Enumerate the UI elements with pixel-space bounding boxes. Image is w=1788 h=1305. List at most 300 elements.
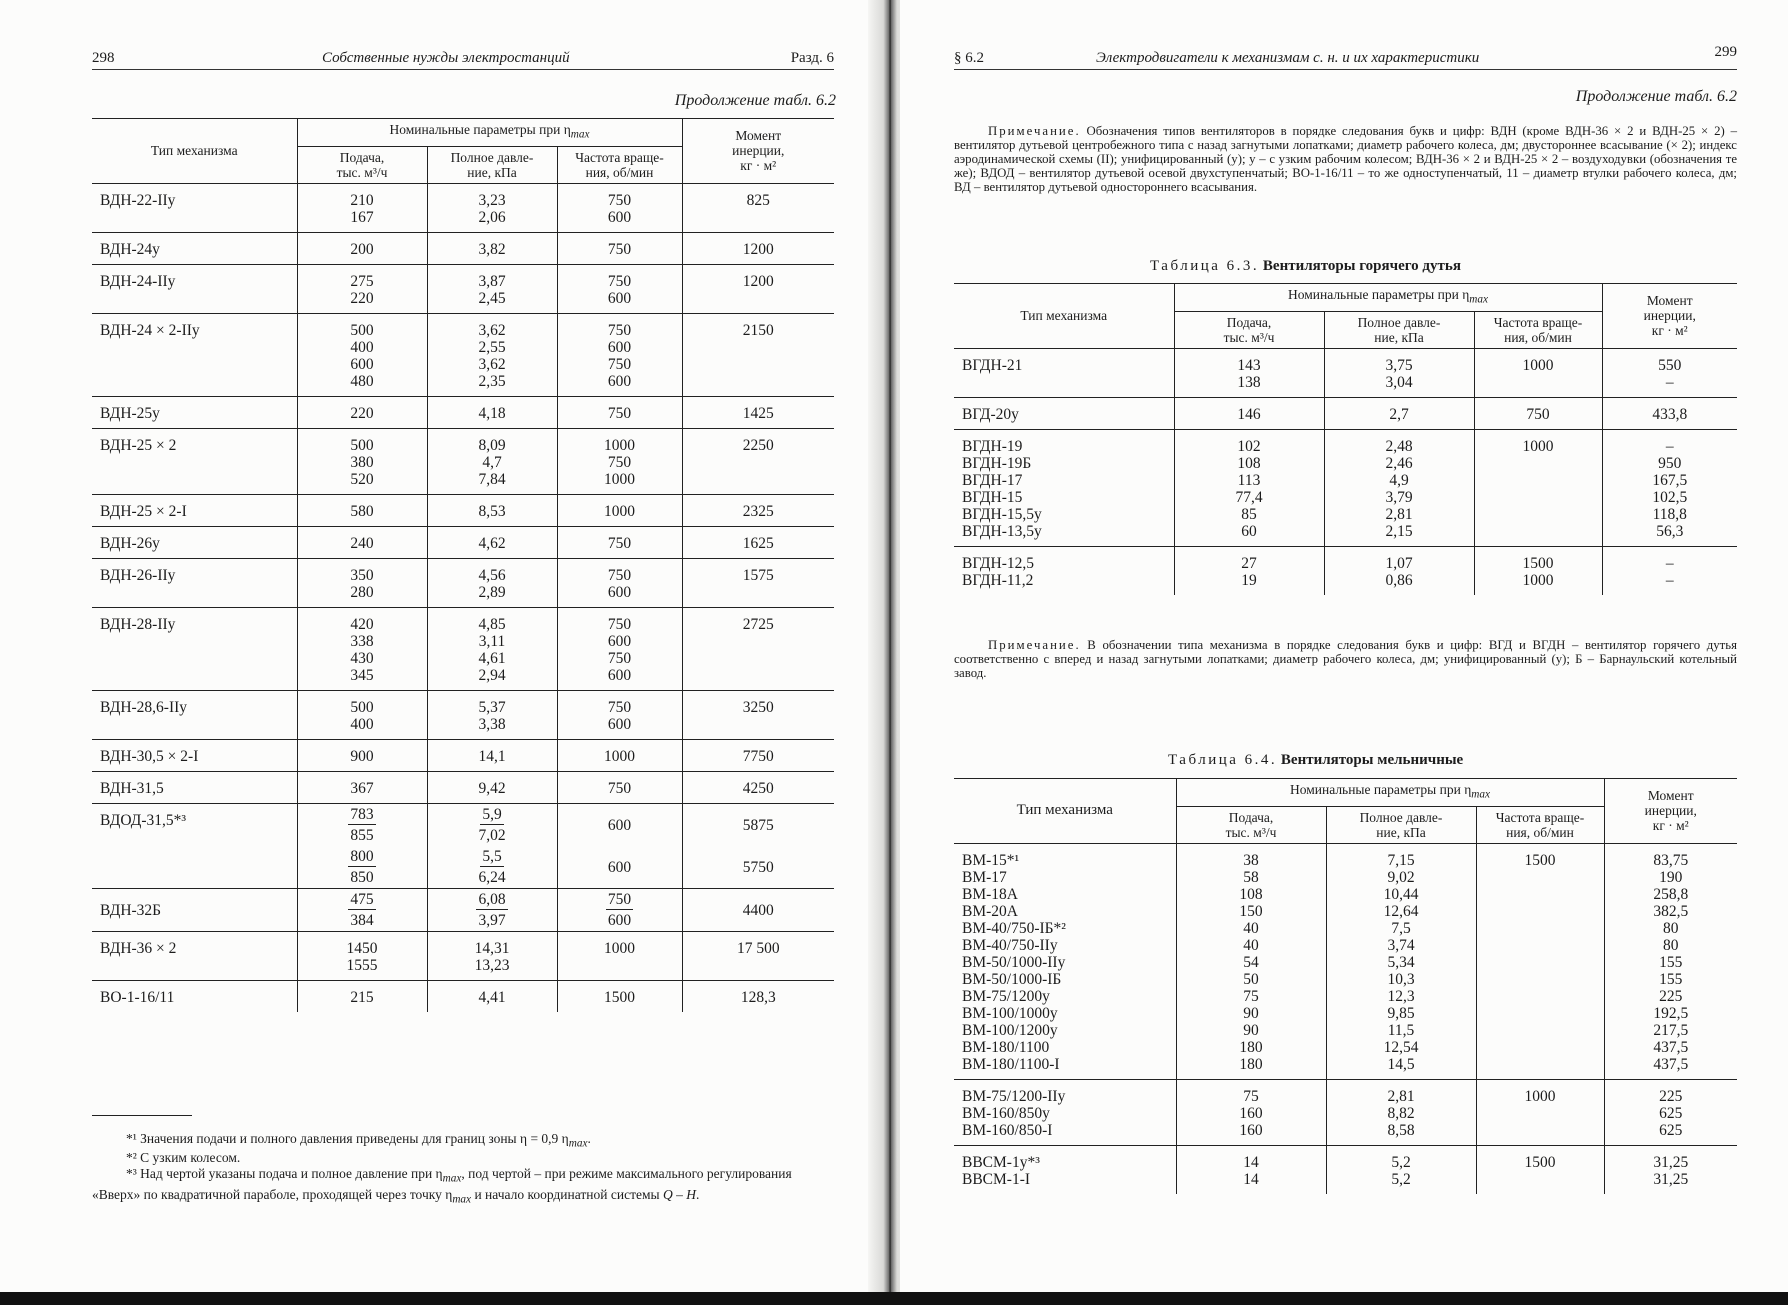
table-6-3-header bbox=[954, 284, 1737, 349]
value-above-line: 5,9 bbox=[482, 805, 502, 823]
inertia-value bbox=[682, 771, 834, 803]
cell-line: 600 bbox=[607, 632, 632, 650]
cell-line: 350 bbox=[350, 566, 374, 584]
cell-line: ВДН-31,5 bbox=[100, 779, 164, 797]
pressure-value bbox=[1326, 843, 1476, 1079]
cell-line: ВМ-17 bbox=[962, 868, 1007, 886]
mechanism-type bbox=[954, 546, 1174, 595]
left-page bbox=[0, 0, 880, 1305]
cell-line: ВВСМ-1у*³ bbox=[962, 1153, 1040, 1171]
cell-line: 146 bbox=[1237, 405, 1261, 423]
cell-line: 40 bbox=[1243, 919, 1259, 937]
value-below-line: 7,02 bbox=[478, 826, 506, 844]
cell-line: 750 bbox=[607, 191, 632, 209]
cell-line: 27 bbox=[1241, 554, 1257, 572]
cell-line: 600 bbox=[607, 583, 632, 601]
cell-line: 600 bbox=[607, 715, 632, 733]
cell-line: 102 bbox=[1237, 437, 1261, 455]
cell-line: ВГДН-15 bbox=[962, 488, 1023, 506]
flow-value bbox=[297, 607, 427, 690]
cell-line: 1000 bbox=[604, 470, 635, 488]
pressure-value bbox=[427, 803, 557, 846]
cell-line: ВМ-40/750-IБ*² bbox=[962, 919, 1066, 937]
cell-line: ВГДН-21 bbox=[962, 356, 1023, 374]
cell-line: 750 bbox=[607, 698, 632, 716]
cell-line: ВДН-36 × 2 bbox=[100, 939, 177, 957]
cell-line: 85 bbox=[1241, 505, 1257, 523]
cell-line: 625 bbox=[1659, 1121, 1683, 1139]
mechanism-type bbox=[92, 313, 297, 396]
flow-value bbox=[297, 428, 427, 494]
cell-line: ВМ-15*¹ bbox=[962, 851, 1020, 869]
cell-line: 600 bbox=[607, 208, 632, 226]
speed-value bbox=[1476, 1079, 1604, 1145]
speed-value bbox=[557, 183, 682, 232]
inertia-value bbox=[682, 739, 834, 771]
cell-line: 4,85 bbox=[478, 615, 506, 633]
cell-line: 430 bbox=[350, 649, 374, 667]
note-2-label: Примечание. bbox=[988, 638, 1081, 652]
flow-value bbox=[297, 264, 427, 313]
cell-line: 220 bbox=[350, 404, 374, 422]
cell-line: ВМ-20А bbox=[962, 902, 1018, 920]
cell-line: 2325 bbox=[742, 502, 774, 520]
cell-line: ВДН-25 × 2-I bbox=[100, 502, 187, 520]
cell-line: 3,82 bbox=[478, 240, 506, 258]
left-page-number: 298 bbox=[92, 50, 115, 66]
cell-line: 225 bbox=[1659, 1087, 1683, 1105]
cell-line: 1000 bbox=[1524, 1087, 1556, 1105]
cell-line: 750 bbox=[607, 453, 632, 471]
cell-line: 3,75 bbox=[1385, 356, 1413, 374]
cell-line: 160 bbox=[1239, 1104, 1263, 1122]
cell-line: ВМ-180/1100-I bbox=[962, 1055, 1060, 1073]
inertia-value bbox=[682, 313, 834, 396]
cell-line: ВМ-100/1000у bbox=[962, 1004, 1058, 1022]
table-6-3-label: Таблица 6.3. bbox=[1150, 258, 1260, 274]
cell-line: 258,8 bbox=[1653, 885, 1689, 903]
note-1-text: Обозначения типов вентиляторов в порядке следования букв и цифр: ВДН (кроме ВДН-36 × 2 и ВДН-25 × 2) – вентилятор дутьевой центробежного типа с назад загнутыми лопатками; диаметр рабочего колеса, дм; двустороннее всасывание (× 2); индекс аэродинамической схемы (II); унифицированный (у); у – с узким рабочим колесом; ВДН-36 × 2 и ВДН-25 × 2 – воздуходувки (обозначения те же); ВДОД – вентилятор дутьевой осевой двухступенчатый; ВО-1-16/11 – то же одноступенчатый, 11 – диаметр втулки рабочего колеса, дм; ВД – вентилятор дутьевой одностороннего всасывания. bbox=[954, 124, 1738, 194]
cell-line: 50 bbox=[1243, 970, 1259, 988]
cell-line: 950 bbox=[1658, 454, 1682, 472]
cell-line: 9,85 bbox=[1387, 1004, 1415, 1022]
flow-value bbox=[297, 558, 427, 607]
cell-line: 400 bbox=[350, 715, 374, 733]
cell-line: – bbox=[1665, 373, 1674, 391]
cell-line: 9,42 bbox=[478, 779, 506, 797]
header-flow: Подача, тыс. м³/ч bbox=[297, 146, 427, 183]
cell-line: 5,37 bbox=[478, 698, 506, 716]
cell-line: 3,79 bbox=[1385, 488, 1413, 506]
cell-line: 7,15 bbox=[1387, 851, 1415, 869]
pressure-value bbox=[427, 771, 557, 803]
cell-line: 2,45 bbox=[478, 289, 506, 307]
left-running-head bbox=[92, 50, 834, 72]
value-below-line: 384 bbox=[350, 911, 374, 929]
cell-line: 750 bbox=[607, 272, 632, 290]
table-row bbox=[92, 428, 834, 494]
cell-line: 1555 bbox=[346, 956, 378, 974]
cell-line: 750 bbox=[607, 355, 632, 373]
flow-value bbox=[1176, 1145, 1326, 1194]
note-2-text: В обозначении типа механизма в порядке следования букв и цифр: ВГД и ВГДН – вентилятор горячего дутья соответственно с вперед и назад загнутыми лопатками; диаметр рабочего колеса, дм; унифицированный (у); Б – Барнаульский котельный завод. bbox=[954, 638, 1737, 680]
pressure-value bbox=[427, 494, 557, 526]
table-row bbox=[92, 558, 834, 607]
right-page-number: 299 bbox=[1714, 44, 1737, 60]
t63-header-type: Тип механизма bbox=[954, 284, 1174, 349]
table-6-2-header bbox=[92, 119, 834, 184]
pressure-value bbox=[427, 183, 557, 232]
table-6-3-caption bbox=[1150, 258, 1461, 275]
cell-line: 433,8 bbox=[1652, 405, 1688, 423]
inertia-value: 5875 bbox=[682, 803, 834, 846]
inertia-value: 5750 bbox=[682, 846, 834, 889]
cell-line: 4,9 bbox=[1389, 471, 1409, 489]
cell-line: 1425 bbox=[742, 404, 774, 422]
cell-line: 180 bbox=[1239, 1055, 1263, 1073]
inertia-value bbox=[682, 183, 834, 232]
table-row bbox=[92, 313, 834, 396]
cell-line: 80 bbox=[1663, 936, 1679, 954]
pressure-value bbox=[1326, 1079, 1476, 1145]
mechanism-type bbox=[92, 980, 297, 1012]
speed-value bbox=[557, 607, 682, 690]
table-6-4-caption bbox=[1168, 752, 1463, 769]
speed-value bbox=[1474, 348, 1602, 397]
cell-line: 1200 bbox=[742, 240, 774, 258]
table-row bbox=[92, 980, 834, 1012]
cell-line: 4,56 bbox=[478, 566, 506, 584]
cell-line: 60 bbox=[1241, 522, 1257, 540]
cell-line: 1200 bbox=[742, 272, 774, 290]
flow-value bbox=[1174, 348, 1324, 397]
inertia-value bbox=[1604, 1079, 1737, 1145]
flow-value bbox=[1174, 429, 1324, 546]
cell-line: 3,74 bbox=[1387, 936, 1415, 954]
cell-line: ВГДН-11,2 bbox=[962, 571, 1034, 589]
cell-line: 1000 bbox=[1522, 437, 1554, 455]
flow-value bbox=[1174, 397, 1324, 429]
table-row bbox=[92, 803, 834, 846]
note-2 bbox=[954, 638, 1737, 680]
mechanism-type bbox=[92, 232, 297, 264]
t64-header-group: Номинальные параметры при $\eta_{max}$ bbox=[1176, 779, 1604, 807]
pressure-value bbox=[1324, 429, 1474, 546]
mechanism-type bbox=[92, 494, 297, 526]
cell-line: 5,2 bbox=[1391, 1153, 1411, 1171]
t63-header-speed: Частота враще- ния, об/мин bbox=[1474, 311, 1602, 348]
flow-value bbox=[1176, 843, 1326, 1079]
cell-line: ВГДН-13,5у bbox=[962, 522, 1042, 540]
speed-value bbox=[557, 494, 682, 526]
cell-line: 275 bbox=[350, 272, 374, 290]
cell-line: 3,38 bbox=[478, 715, 506, 733]
speed-value bbox=[557, 232, 682, 264]
cell-line: 750 bbox=[607, 566, 632, 584]
cell-line: 4,7 bbox=[482, 453, 502, 471]
cell-line: 1500 bbox=[1524, 851, 1556, 869]
cell-line: 1000 bbox=[604, 747, 635, 765]
value-below-line: 850 bbox=[350, 868, 374, 886]
table-row bbox=[954, 429, 1737, 546]
table-row bbox=[92, 739, 834, 771]
cell-line: 167,5 bbox=[1652, 471, 1688, 489]
flow-value bbox=[1174, 546, 1324, 595]
pressure-value bbox=[1326, 1145, 1476, 1194]
value-below-line: 855 bbox=[350, 826, 374, 844]
cell-line: 14,1 bbox=[478, 747, 506, 765]
cell-line: 8,58 bbox=[1387, 1121, 1415, 1139]
cell-line: 14 bbox=[1243, 1153, 1259, 1171]
value-below-line: 600 bbox=[607, 911, 632, 929]
table-row bbox=[92, 888, 834, 931]
cell-line: 600 bbox=[607, 289, 632, 307]
cell-line: 338 bbox=[350, 632, 374, 650]
cell-line: 10,3 bbox=[1387, 970, 1415, 988]
cell-line: 750 bbox=[607, 534, 632, 552]
footnote-3: *³ Над чертой указаны подача и полное давление при $\eta_{max}$, под чертой – при режиме максимального регулирования «Вверх» по квадратичной параболе, проходящей через точку $\eta_{max}$ и начало координатной системы Q – H. bbox=[92, 1166, 792, 1206]
cell-line: 167 bbox=[350, 208, 374, 226]
cell-line: 3,62 bbox=[478, 355, 506, 373]
mechanism-type bbox=[92, 739, 297, 771]
mechanism-type bbox=[954, 429, 1174, 546]
cell-line: ВМ-160/850-I bbox=[962, 1121, 1053, 1139]
right-head-rule bbox=[954, 69, 1737, 70]
cell-line: 2,48 bbox=[1385, 437, 1413, 455]
speed-value bbox=[557, 313, 682, 396]
right-running-head bbox=[954, 44, 1737, 72]
cell-line: 143 bbox=[1237, 356, 1261, 374]
speed-value bbox=[557, 739, 682, 771]
cell-line: 12,64 bbox=[1383, 902, 1419, 920]
cell-line: 102,5 bbox=[1652, 488, 1688, 506]
cell-line: 1000 bbox=[604, 436, 635, 454]
cell-line: 1500 bbox=[604, 988, 635, 1006]
left-running-title: Собственные нужды электростанций bbox=[322, 50, 570, 66]
t64-header-speed: Частота враще- ния, об/мин bbox=[1476, 806, 1604, 843]
cell-line: 600 bbox=[607, 372, 632, 390]
cell-line: 2725 bbox=[742, 615, 774, 633]
speed-value bbox=[557, 771, 682, 803]
inertia-value bbox=[682, 558, 834, 607]
cell-line: 1000 bbox=[1522, 356, 1554, 374]
mechanism-type bbox=[954, 348, 1174, 397]
cell-line: 10,44 bbox=[1383, 885, 1419, 903]
mechanism-type bbox=[92, 931, 297, 980]
cell-line: ВДН-22-IIу bbox=[100, 191, 176, 209]
t63-header-flow: Подача, тыс. м³/ч bbox=[1174, 311, 1324, 348]
note-1 bbox=[954, 124, 1737, 194]
table-6-4-header bbox=[954, 779, 1737, 844]
cell-line: ВМ-50/1000-IБ bbox=[962, 970, 1062, 988]
t63-header-pressure: Полное давле- ние, кПа bbox=[1324, 311, 1474, 348]
cell-line: 750 bbox=[607, 779, 632, 797]
cell-line: 1000 bbox=[604, 939, 635, 957]
mechanism-type bbox=[92, 526, 297, 558]
cell-line: 2,55 bbox=[478, 338, 506, 356]
table-row bbox=[954, 546, 1737, 595]
pressure-value bbox=[427, 739, 557, 771]
cell-line: 280 bbox=[350, 583, 374, 601]
mechanism-type bbox=[954, 1145, 1176, 1194]
cell-line: 400 bbox=[350, 338, 374, 356]
speed-value bbox=[1474, 546, 1602, 595]
inertia-value bbox=[682, 690, 834, 739]
pressure-value bbox=[427, 396, 557, 428]
t64-header-pressure: Полное давле- ние, кПа bbox=[1326, 806, 1476, 843]
value-above-line: 750 bbox=[607, 890, 632, 908]
mechanism-type bbox=[92, 264, 297, 313]
cell-line: 2150 bbox=[742, 321, 774, 339]
cell-line: 625 bbox=[1659, 1104, 1683, 1122]
cell-line: 118,8 bbox=[1652, 505, 1687, 523]
value-above-line: 783 bbox=[350, 805, 374, 823]
cell-line: 3,23 bbox=[478, 191, 506, 209]
cell-line: 8,53 bbox=[478, 502, 506, 520]
cell-line: 3,87 bbox=[478, 272, 506, 290]
cell-line: ВДН-24у bbox=[100, 240, 160, 258]
cell-line: 367 bbox=[350, 779, 374, 797]
footnote-2: *² С узким колесом. bbox=[126, 1150, 241, 1165]
cell-line: 2,89 bbox=[478, 583, 506, 601]
flow-value bbox=[297, 888, 427, 931]
t64-header-type: Тип механизма bbox=[954, 779, 1176, 844]
pressure-value bbox=[427, 232, 557, 264]
cell-line: 750 bbox=[607, 404, 632, 422]
table-row bbox=[92, 264, 834, 313]
pressure-value bbox=[1324, 348, 1474, 397]
cell-line: 19 bbox=[1241, 571, 1257, 589]
cell-line: 382,5 bbox=[1653, 902, 1689, 920]
cell-line: ВГДН-12,5 bbox=[962, 554, 1034, 572]
cell-line: ВМ-75/1200у bbox=[962, 987, 1050, 1005]
cell-line: 580 bbox=[350, 502, 374, 520]
table-row bbox=[954, 1145, 1737, 1194]
inertia-value bbox=[682, 980, 834, 1012]
speed-value bbox=[1474, 397, 1602, 429]
cell-line: 200 bbox=[350, 240, 374, 258]
cell-line: 500 bbox=[350, 321, 374, 339]
value-above-line: 800 bbox=[350, 847, 374, 865]
cell-line: 2,7 bbox=[1389, 405, 1409, 423]
cell-line: 750 bbox=[607, 615, 632, 633]
speed-value bbox=[557, 980, 682, 1012]
pressure-value bbox=[427, 264, 557, 313]
cell-line: 54 bbox=[1243, 953, 1259, 971]
header-type: Тип механизма bbox=[92, 119, 297, 184]
value-above-line: 6,08 bbox=[478, 890, 506, 908]
t63-header-group: Номинальные параметры при $\eta_{max}$ bbox=[1174, 284, 1602, 312]
cell-line: 750 bbox=[607, 321, 632, 339]
inertia-value bbox=[682, 232, 834, 264]
cell-line: 240 bbox=[350, 534, 374, 552]
cell-line: 2,15 bbox=[1385, 522, 1413, 540]
cell-line: 5,2 bbox=[1391, 1170, 1411, 1188]
cell-line: 4,41 bbox=[478, 988, 506, 1006]
cell-line: 2250 bbox=[742, 436, 774, 454]
pressure-value bbox=[427, 980, 557, 1012]
cell-line: 4,62 bbox=[478, 534, 506, 552]
table-row bbox=[92, 690, 834, 739]
table-6-3-body bbox=[954, 348, 1737, 595]
cell-line: ВО-1-16/11 bbox=[100, 988, 175, 1006]
mechanism-type bbox=[92, 690, 297, 739]
cell-line: ВГДН-15,5у bbox=[962, 505, 1042, 523]
header-group: Номинальные параметры при $\eta_{max}$ bbox=[297, 119, 682, 147]
cell-line: 3,11 bbox=[478, 632, 506, 650]
cell-line: 75 bbox=[1243, 987, 1259, 1005]
cell-line: ВДН-30,5 × 2-I bbox=[100, 747, 199, 765]
inertia-value bbox=[682, 264, 834, 313]
cell-line: 1500 bbox=[1522, 554, 1554, 572]
speed-value bbox=[557, 888, 682, 931]
cell-line: 5,34 bbox=[1387, 953, 1415, 971]
cell-line: ВГДН-19 bbox=[962, 437, 1023, 455]
flow-value bbox=[297, 232, 427, 264]
flow-value bbox=[297, 846, 427, 889]
cell-line: 437,5 bbox=[1653, 1038, 1689, 1056]
cell-line: 14,31 bbox=[474, 939, 510, 957]
cell-line: ВМ-18А bbox=[962, 885, 1018, 903]
cell-line: 38 bbox=[1243, 851, 1259, 869]
cell-line: 437,5 bbox=[1653, 1055, 1689, 1073]
cell-line: 4,18 bbox=[478, 404, 506, 422]
cell-line: ВМ-100/1200у bbox=[962, 1021, 1058, 1039]
mechanism-type bbox=[92, 558, 297, 607]
cell-line: 1500 bbox=[1524, 1153, 1556, 1171]
inertia-value bbox=[1604, 1145, 1737, 1194]
cell-line: 3,04 bbox=[1385, 373, 1413, 391]
cell-line: 1575 bbox=[742, 566, 774, 584]
cell-line: 600 bbox=[607, 338, 632, 356]
cell-line: 420 bbox=[350, 615, 374, 633]
cell-line: 83,75 bbox=[1653, 851, 1689, 869]
cell-line: 4,61 bbox=[478, 649, 506, 667]
speed-value bbox=[1476, 1145, 1604, 1194]
cell-line: 4250 bbox=[742, 779, 774, 797]
cell-line: ВДН-25 × 2 bbox=[100, 436, 177, 454]
cell-line: 8,82 bbox=[1387, 1104, 1415, 1122]
cell-line: ВГДН-17 bbox=[962, 471, 1023, 489]
flow-value bbox=[1176, 1079, 1326, 1145]
table-row bbox=[92, 526, 834, 558]
cell-line: 2,06 bbox=[478, 208, 506, 226]
note-1-label: Примечание. bbox=[988, 124, 1081, 138]
cell-line: 155 bbox=[1659, 953, 1683, 971]
value-below-line: 6,24 bbox=[478, 868, 506, 886]
inertia-value bbox=[1602, 397, 1737, 429]
cell-line: 12,54 bbox=[1383, 1038, 1419, 1056]
cell-line: 380 bbox=[350, 453, 374, 471]
speed-value bbox=[557, 526, 682, 558]
cell-line: 0,86 bbox=[1385, 571, 1413, 589]
cell-line: 1450 bbox=[346, 939, 378, 957]
pressure-value bbox=[427, 846, 557, 889]
footnote-rule bbox=[92, 1115, 192, 1116]
flow-value bbox=[297, 494, 427, 526]
cell-line: – bbox=[1665, 554, 1674, 572]
cell-line: 7,84 bbox=[478, 470, 506, 488]
inertia-value bbox=[682, 931, 834, 980]
cell-line: ВГДН-19Б bbox=[962, 454, 1032, 472]
cell-line: 2,81 bbox=[1385, 505, 1413, 523]
cell-line: 825 bbox=[746, 191, 770, 209]
value-below-line: 3,97 bbox=[478, 911, 506, 929]
cell-line: 160 bbox=[1239, 1121, 1263, 1139]
mechanism-type: ВДН-32Б bbox=[92, 888, 297, 931]
mechanism-type bbox=[92, 771, 297, 803]
value-above-line: 5,5 bbox=[482, 847, 502, 865]
